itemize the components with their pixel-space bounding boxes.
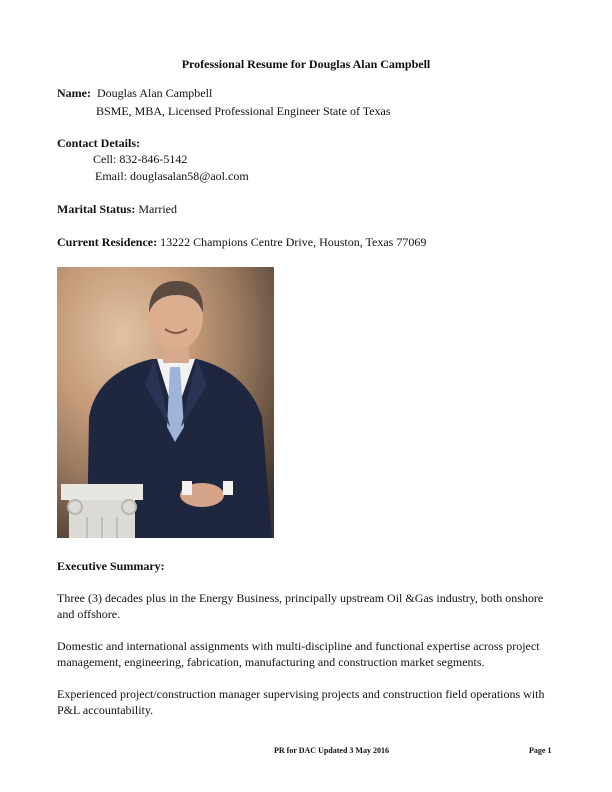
portrait-photo <box>57 267 274 538</box>
portrait-illustration <box>57 267 274 538</box>
marital-status-value: Married <box>138 202 177 216</box>
name-line <box>57 86 212 100</box>
summary-paragraph: Experienced project/construction manager supervising projects and construction field operations with P&L accountability. <box>57 687 545 717</box>
cell-phone: Cell: 832-846-5142 <box>93 152 188 166</box>
name-label: Name: <box>57 86 91 100</box>
document-title: Professional Resume for Douglas Alan Campbell <box>181 57 431 71</box>
name-value: Douglas Alan Campbell <box>96 86 213 100</box>
page-number: Page 1 <box>529 746 552 755</box>
executive-summary-heading: Executive Summary: <box>57 559 165 573</box>
residence-line <box>57 235 426 249</box>
residence-value: 13222 Champions Centre Drive, Houston, Texas 77069 <box>160 235 427 249</box>
summary-paragraph: Three (3) decades plus in the Energy Business, principally upstream Oil &Gas industry, both onshore and offshore. <box>57 591 544 621</box>
residence-label: Current Residence: <box>57 235 158 249</box>
marital-status-line <box>57 202 177 216</box>
marital-status-label: Marital Status: <box>57 202 136 216</box>
contact-label: Contact Details: <box>57 136 140 150</box>
email-address: Email: douglasalan58@aol.com <box>95 169 249 183</box>
footer-text: PR for DAC Updated 3 May 2016 <box>274 746 389 755</box>
credentials: BSME, MBA, Licensed Professional Engineer State of Texas <box>96 104 391 118</box>
summary-paragraph: Domestic and international assignments with multi-discipline and functional expertise across project management, engineering, fabrication, manufacturing and construction market segments. <box>57 639 540 669</box>
